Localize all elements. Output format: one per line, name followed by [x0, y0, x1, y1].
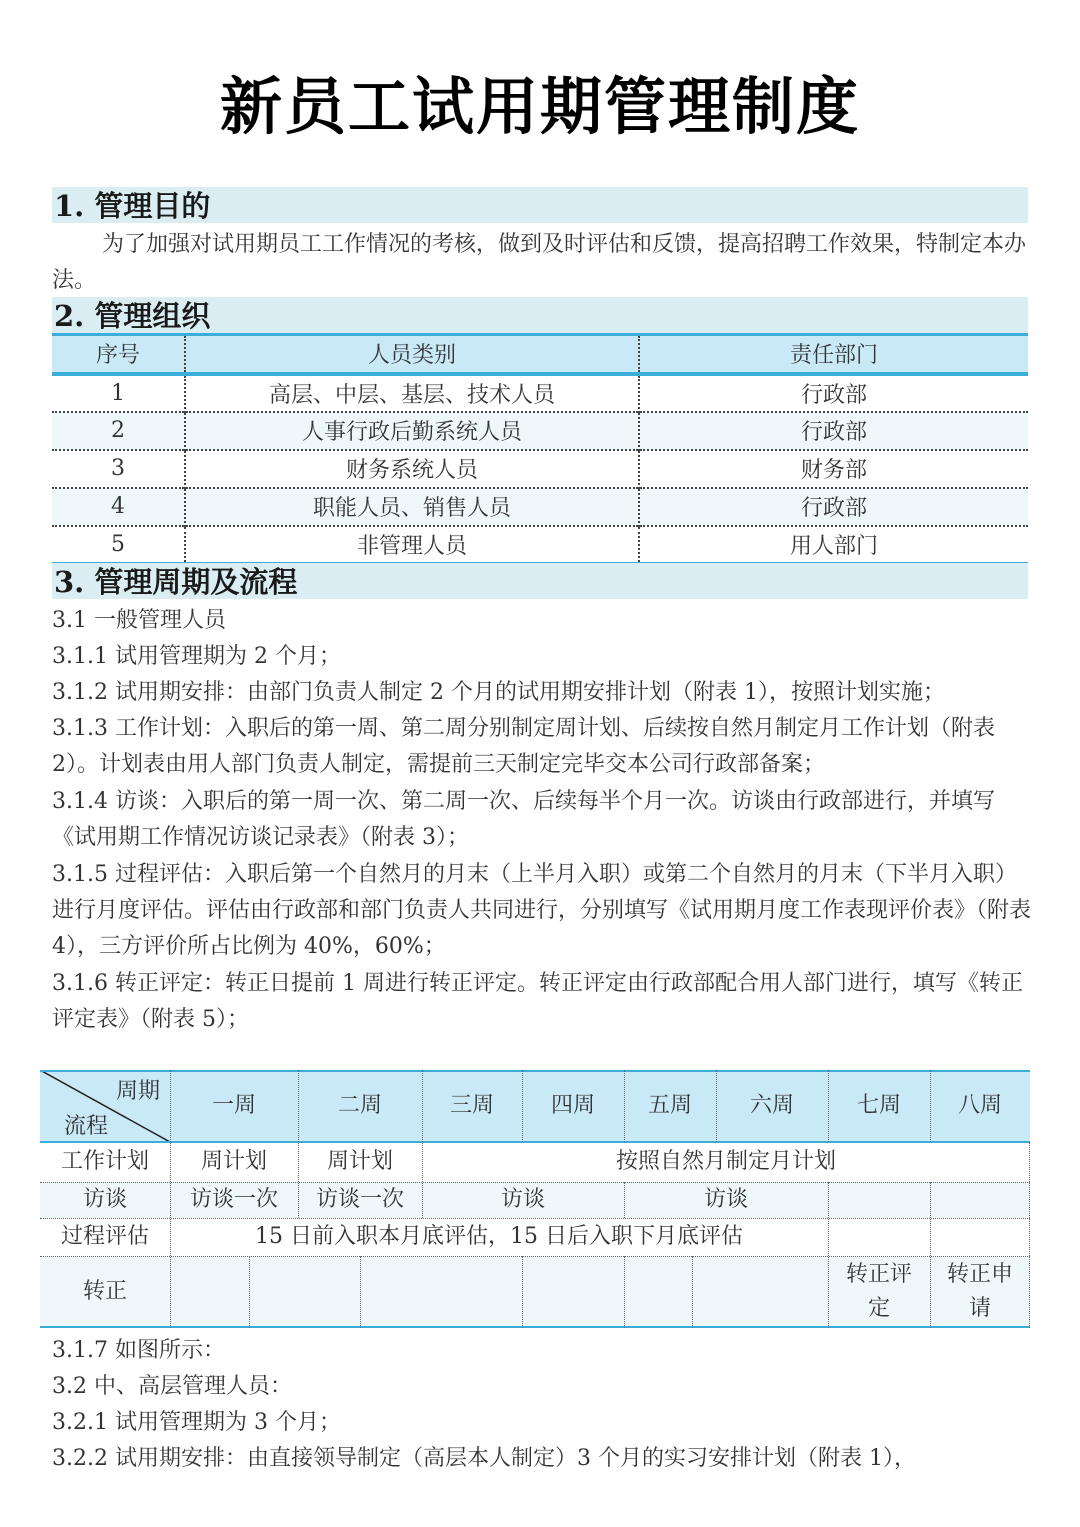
- plan-monthly: 按照自然月制定月计划: [615, 1149, 836, 1174]
- regular-row-label: 转正: [82, 1279, 127, 1304]
- cell-no: 5: [52, 526, 185, 564]
- cell-no: 4: [52, 488, 185, 526]
- paragraph-3-1-3: 3.1.3 工作计划：入职后的第一周、第二周分别制定周计划、后续按自然月制定月工作计划（附表 2）。计划表由用人部门负责人制定，需提前三天制定完毕交本公司行政部备案；: [52, 716, 995, 777]
- table-row: [52, 526, 1028, 564]
- cell-dept: 财务部: [800, 458, 867, 483]
- week-3-header: 三周: [449, 1093, 494, 1118]
- row-divider: [40, 1182, 1030, 1183]
- section-heading-purpose: 1. 管理目的: [52, 187, 1028, 223]
- regular-week-8: 转正申请: [946, 1262, 1013, 1321]
- table-right-border: [1029, 1142, 1030, 1328]
- paragraph-3-1-5: 3.1.5 过程评估：入职后第一个自然月的月末（上半月入职）或第二个自然月的月末（下半月入职）进行月度评估。评估由行政部和部门负责人共同进行，分别填写《试用期月度工作表现评价表》（附表 4），三方评价所占比例为 40%，60%；: [52, 862, 1032, 959]
- organization-table: [52, 333, 1028, 565]
- paragraph-3-1-2: 3.1.2 试用期安排：由部门负责人制定 2 个月的试用期安排计划（附表 1），按照计划实施；: [52, 680, 945, 705]
- plan-week-1: 周计划: [200, 1149, 267, 1174]
- paragraph-3-1-7: 3.1.7 如图所示：: [52, 1338, 225, 1363]
- corner-period-label: 周期: [115, 1079, 160, 1104]
- plan-week-2: 周计划: [326, 1149, 393, 1174]
- week-6-header: 六周: [749, 1093, 794, 1118]
- col-divider: [828, 1070, 829, 1142]
- week-7-header: 七周: [856, 1093, 901, 1118]
- eval-span: 15 日前入职本月底评估，15 日后入职下月底评估: [255, 1224, 743, 1249]
- corner-process-label: 流程: [64, 1114, 109, 1139]
- col-divider: [522, 1256, 523, 1328]
- cell-dept: 用人部门: [789, 533, 878, 559]
- cell-category: 职能人员、销售人员: [185, 488, 639, 526]
- table-row: [52, 412, 1028, 450]
- interview-row-label: 访谈: [82, 1187, 127, 1212]
- cell-category: 非管理人员: [185, 526, 639, 564]
- col-divider: [170, 1070, 171, 1328]
- table-row: [52, 374, 1028, 412]
- week-1-header: 一周: [211, 1093, 256, 1118]
- purpose-paragraph: 为了加强对试用期员工工作情况的考核，做到及时评估和反馈，提高招聘工作效果，特制定本办法。: [52, 232, 1027, 293]
- row-divider: [40, 1218, 1030, 1219]
- section-heading-organization: 2. 管理组织: [52, 297, 1028, 333]
- cell-no: 1: [52, 374, 185, 412]
- paragraph-3-1-1: 3.1.1 试用管理期为 2 个月；: [52, 644, 341, 669]
- col-divider: [930, 1070, 931, 1142]
- paragraph-3-2-1: 3.2.1 试用管理期为 3 个月；: [52, 1410, 341, 1435]
- header-category: 人员类别: [185, 335, 639, 374]
- col-divider: [828, 1182, 829, 1328]
- col-divider: [624, 1182, 625, 1218]
- eval-row-label: 过程评估: [60, 1224, 149, 1249]
- cell-dept: 行政部: [800, 496, 867, 521]
- cell-no: 2: [52, 412, 185, 450]
- col-divider: [422, 1070, 423, 1218]
- paragraph-3-2: 3.2 中、高层管理人员：: [52, 1374, 292, 1399]
- col-divider: [624, 1256, 625, 1328]
- col-divider: [522, 1070, 523, 1142]
- cell-category: 人事行政后勤系统人员: [185, 412, 639, 450]
- table-row: [52, 450, 1028, 488]
- page-title: 新员工试用期管理制度: [219, 70, 860, 143]
- week-4-header: 四周: [550, 1093, 595, 1118]
- col-divider: [624, 1070, 625, 1142]
- cell-no: 3: [52, 450, 185, 488]
- header-no: 序号: [52, 335, 185, 374]
- week-2-header: 二周: [337, 1093, 382, 1118]
- plan-row-label: 工作计划: [60, 1149, 149, 1174]
- paragraph-3-1-6: 3.1.6 转正评定：转正日提前 1 周进行转正评定。转正评定由行政部配合用人部门进行，填写《转正评定表》（附表 5）；: [52, 971, 1023, 1032]
- paragraph-3-1-4: 3.1.4 访谈：入职后的第一周一次、第二周一次、后续每半个月一次。访谈由行政部进行，并填写《试用期工作情况访谈记录表》（附表 3）；: [52, 789, 995, 850]
- row-divider: [40, 1256, 1030, 1257]
- table-bottom-border: [40, 1326, 1030, 1328]
- col-divider: [692, 1256, 693, 1328]
- col-divider: [930, 1182, 931, 1328]
- header-dept: 责任部门: [789, 343, 878, 369]
- week-8-header: 八周: [957, 1093, 1002, 1118]
- paragraph-3-1: 3.1 一般管理人员: [52, 608, 226, 633]
- col-divider: [249, 1256, 250, 1328]
- table-top-border: [40, 1070, 1030, 1072]
- interview-weeks-5-6: 访谈: [703, 1187, 748, 1212]
- cell-dept: 行政部: [800, 420, 867, 445]
- interview-weeks-3-4: 访谈: [500, 1187, 545, 1212]
- col-divider: [716, 1070, 717, 1142]
- flow-table: [40, 1070, 1030, 1328]
- paragraph-3-2-2: 3.2.2 试用期安排：由直接领导制定（高层本人制定）3 个月的实习安排计划（附表 1），: [52, 1446, 916, 1471]
- week-5-header: 五周: [647, 1093, 692, 1118]
- cell-category: 财务系统人员: [185, 450, 639, 488]
- interview-week-1: 访谈一次: [189, 1187, 278, 1212]
- cell-dept: 行政部: [800, 382, 867, 408]
- table-header-row: [52, 335, 1028, 374]
- section-heading-cycle-process: 3. 管理周期及流程: [52, 563, 1028, 599]
- regular-week-7: 转正评定: [845, 1262, 912, 1321]
- cell-category: 高层、中层、基层、技术人员: [185, 374, 639, 412]
- header-bottom-border: [40, 1141, 1030, 1143]
- col-divider: [360, 1256, 361, 1328]
- table-row: [52, 488, 1028, 526]
- interview-week-2: 访谈一次: [315, 1187, 404, 1212]
- col-divider: [298, 1070, 299, 1218]
- corner-cell: [40, 1070, 170, 1142]
